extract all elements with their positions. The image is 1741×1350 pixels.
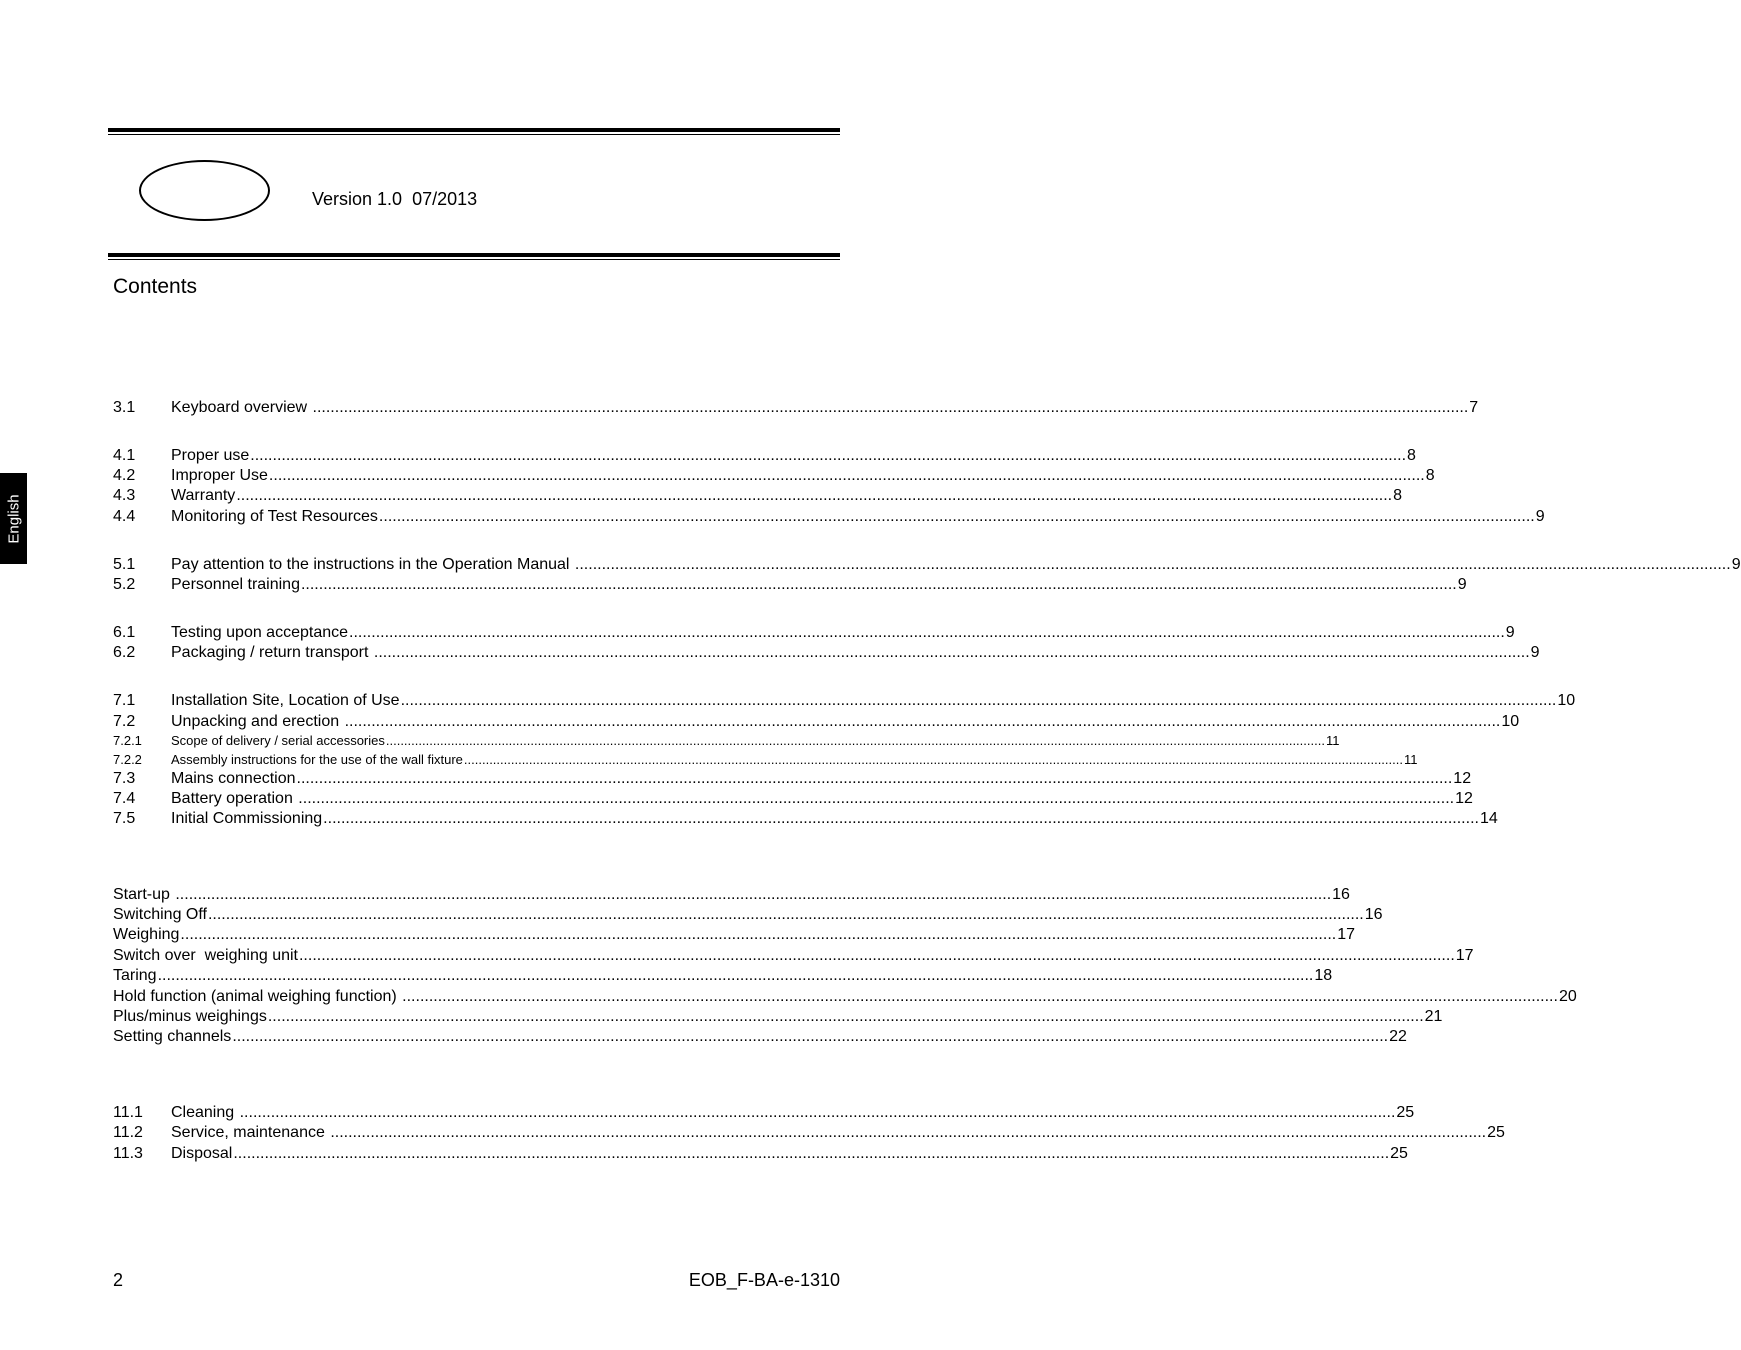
version-label: Version 1.0 07/2013 [312,189,478,209]
toc-entry[interactable] [113,905,1383,925]
toc-page: 9 [1457,576,1467,593]
toc-leader: .................................................................................................................................................................................................................................................................... [298,947,1455,964]
toc-leader: .................................................................................................................................................................................................................................................................... [463,752,1403,767]
toc-title: Proper use [171,447,250,464]
toc-leader: .................................................................................................................................................................................................................................................................... [239,1104,1396,1121]
toc-leader: .................................................................................................................................................................................................................................................................... [378,508,1535,525]
toc-entry[interactable] [113,731,1340,750]
toc-page: 11 [1325,733,1340,748]
language-side-tab [0,473,27,564]
toc-number: 6.1 [113,624,136,641]
toc-leader: .................................................................................................................................................................................................................................................................... [312,399,1469,416]
toc-page: 25 [1487,1124,1505,1141]
toc-page: 17 [1455,947,1474,964]
toc-number: 11.1 [113,1104,143,1121]
toc-title: Disposal [171,1145,233,1162]
toc-page: 21 [1424,1008,1443,1025]
toc-number: 4.3 [113,487,136,504]
toc-title: Packaging / return transport [171,644,373,661]
toc-page: 9 [1505,624,1515,641]
toc-title: Taring [113,967,157,984]
toc-title: Installation Site, Location of Use [171,692,400,709]
toc-page: 20 [1558,988,1577,1005]
toc-leader: .................................................................................................................................................................................................................................................................... [233,1145,1390,1162]
toc-title: Battery operation [171,790,298,807]
toc-entry[interactable] [113,1123,1505,1143]
toc-entry[interactable] [113,885,1350,905]
toc-page: 12 [1455,790,1473,807]
toc-page: 22 [1389,1028,1407,1045]
toc-leader: .................................................................................................................................................................................................................................................................... [574,556,1731,573]
toc-entry[interactable] [113,1027,1407,1047]
toc-leader: .................................................................................................................................................................................................................................................................... [180,926,1337,943]
toc-title: Plus/minus weighings [113,1008,267,1025]
toc-title: Warranty [171,487,236,504]
toc-entry[interactable] [113,1103,1415,1123]
toc-number: 11.2 [113,1124,143,1141]
toc-entry[interactable] [113,507,1545,527]
toc-title: Setting channels [113,1028,232,1045]
toc-number: 7.2.2 [113,752,142,767]
toc-title: Cleaning [171,1104,239,1121]
toc-leader: .................................................................................................................................................................................................................................................................... [267,1008,1424,1025]
toc-number: 5.2 [113,576,136,593]
toc-page: 11 [1403,752,1418,767]
toc-page: 16 [1364,906,1383,923]
toc-number: 7.1 [113,692,136,709]
toc-title: Scope of delivery / serial accessories [171,733,385,748]
page-number: 2 [113,1270,124,1290]
toc-leader: .................................................................................................................................................................................................................................................................... [232,1028,1389,1045]
toc-number: 4.1 [113,447,136,464]
toc-number: 7.2 [113,713,136,730]
toc-page: 18 [1314,967,1333,984]
toc-leader: .................................................................................................................................................................................................................................................................... [344,713,1501,730]
toc-entry[interactable] [113,555,1741,575]
toc-entry[interactable] [113,987,1577,1007]
toc-entry[interactable] [113,466,1435,486]
toc-title: Start-up [113,886,175,903]
toc-entry[interactable] [113,946,1474,966]
toc-page: 9 [1731,556,1741,573]
toc-entry[interactable] [113,691,1576,711]
toc-entry[interactable] [113,398,1479,418]
toc-number: 6.2 [113,644,136,661]
toc-page: 8 [1393,487,1402,504]
toc-page: 8 [1425,467,1435,484]
toc-leader: .................................................................................................................................................................................................................................................................... [157,967,1314,984]
toc-number: 11.3 [113,1145,143,1162]
toc-entry[interactable] [113,966,1333,986]
toc-page: 14 [1479,810,1498,827]
toc-leader: .................................................................................................................................................................................................................................................................... [373,644,1530,661]
toc-number: 4.2 [113,467,136,484]
toc-number: 3.1 [113,399,136,416]
toc-entry[interactable] [113,1007,1443,1027]
toc-page: 9 [1535,508,1545,525]
toc-leader: .................................................................................................................................................................................................................................................................... [402,988,1558,1005]
toc-leader: .................................................................................................................................................................................................................................................................... [175,886,1332,903]
toc-leader: .................................................................................................................................................................................................................................................................... [298,790,1455,807]
toc-title: Mains connection [171,770,296,787]
language-side-tab-label: English [5,493,22,544]
toc-page: 8 [1407,447,1416,464]
toc-leader: .................................................................................................................................................................................................................................................................... [349,624,1505,641]
toc-page: 10 [1501,713,1520,730]
toc-leader: .................................................................................................................................................................................................................................................................... [385,733,1325,748]
header-rule-top [108,128,840,135]
toc-leader: .................................................................................................................................................................................................................................................................... [250,447,1407,464]
toc-entry[interactable] [113,486,1402,506]
toc-page: 17 [1337,926,1355,943]
toc-entry[interactable] [113,575,1467,595]
toc-number: 7.5 [113,810,136,827]
toc-entry[interactable] [113,643,1540,663]
toc-entry[interactable] [113,925,1355,945]
toc-leader: .................................................................................................................................................................................................................................................................... [236,487,1393,504]
toc-entry[interactable] [113,446,1416,466]
toc-title: Testing upon acceptance [171,624,349,641]
toc-page: 25 [1390,1145,1408,1162]
toc-leader: .................................................................................................................................................................................................................................................................... [300,576,1457,593]
toc-page: 12 [1453,770,1472,787]
toc-title: Weighing [113,926,180,943]
toc-page: 16 [1332,886,1350,903]
header-rule-bottom [108,253,840,260]
toc-title: Initial Commissioning [171,810,323,827]
toc-page: 7 [1469,399,1479,416]
toc-entry[interactable] [113,809,1498,829]
toc-number: 5.1 [113,556,136,573]
toc-title: Hold function (animal weighing function) [113,988,402,1005]
toc-entry[interactable] [113,789,1473,809]
toc-title: Unpacking and erection [171,713,344,730]
toc-title: Pay attention to the instructions in the Operation Manual [171,556,574,573]
toc-leader: .................................................................................................................................................................................................................................................................... [207,906,1364,923]
toc-leader: .................................................................................................................................................................................................................................................................... [330,1124,1487,1141]
toc-entry[interactable] [113,769,1472,789]
toc-title: Switching Off [113,906,207,923]
toc-entry[interactable] [113,712,1520,732]
toc-page: 25 [1396,1104,1415,1121]
toc-title: Service, maintenance [171,1124,330,1141]
toc-entry[interactable] [113,750,1418,769]
toc-number: 7.4 [113,790,136,807]
toc-leader: .................................................................................................................................................................................................................................................................... [268,467,1425,484]
toc-title: Personnel training [171,576,300,593]
toc-leader: .................................................................................................................................................................................................................................................................... [400,692,1557,709]
toc-number: 7.2.1 [113,733,142,748]
toc-title: Keyboard overview [171,399,312,416]
toc-entry[interactable] [113,1144,1408,1164]
toc-leader: .................................................................................................................................................................................................................................................................... [323,810,1479,827]
toc-entry[interactable] [113,623,1515,643]
toc-title: Switch over weighing unit [113,947,298,964]
contents-title: Contents [113,275,198,298]
toc-page: 10 [1557,692,1576,709]
logo-oval [139,160,270,221]
toc-title: Assembly instructions for the use of the wall fixture [171,752,463,767]
toc-leader: .................................................................................................................................................................................................................................................................... [296,770,1453,787]
toc-number: 4.4 [113,508,136,525]
toc-page: 9 [1530,644,1540,661]
toc-number: 7.3 [113,770,136,787]
toc-title: Monitoring of Test Resources [171,508,378,525]
document-code: EOB_F-BA-e-1310 [688,1270,840,1290]
toc-title: Improper Use [171,467,268,484]
